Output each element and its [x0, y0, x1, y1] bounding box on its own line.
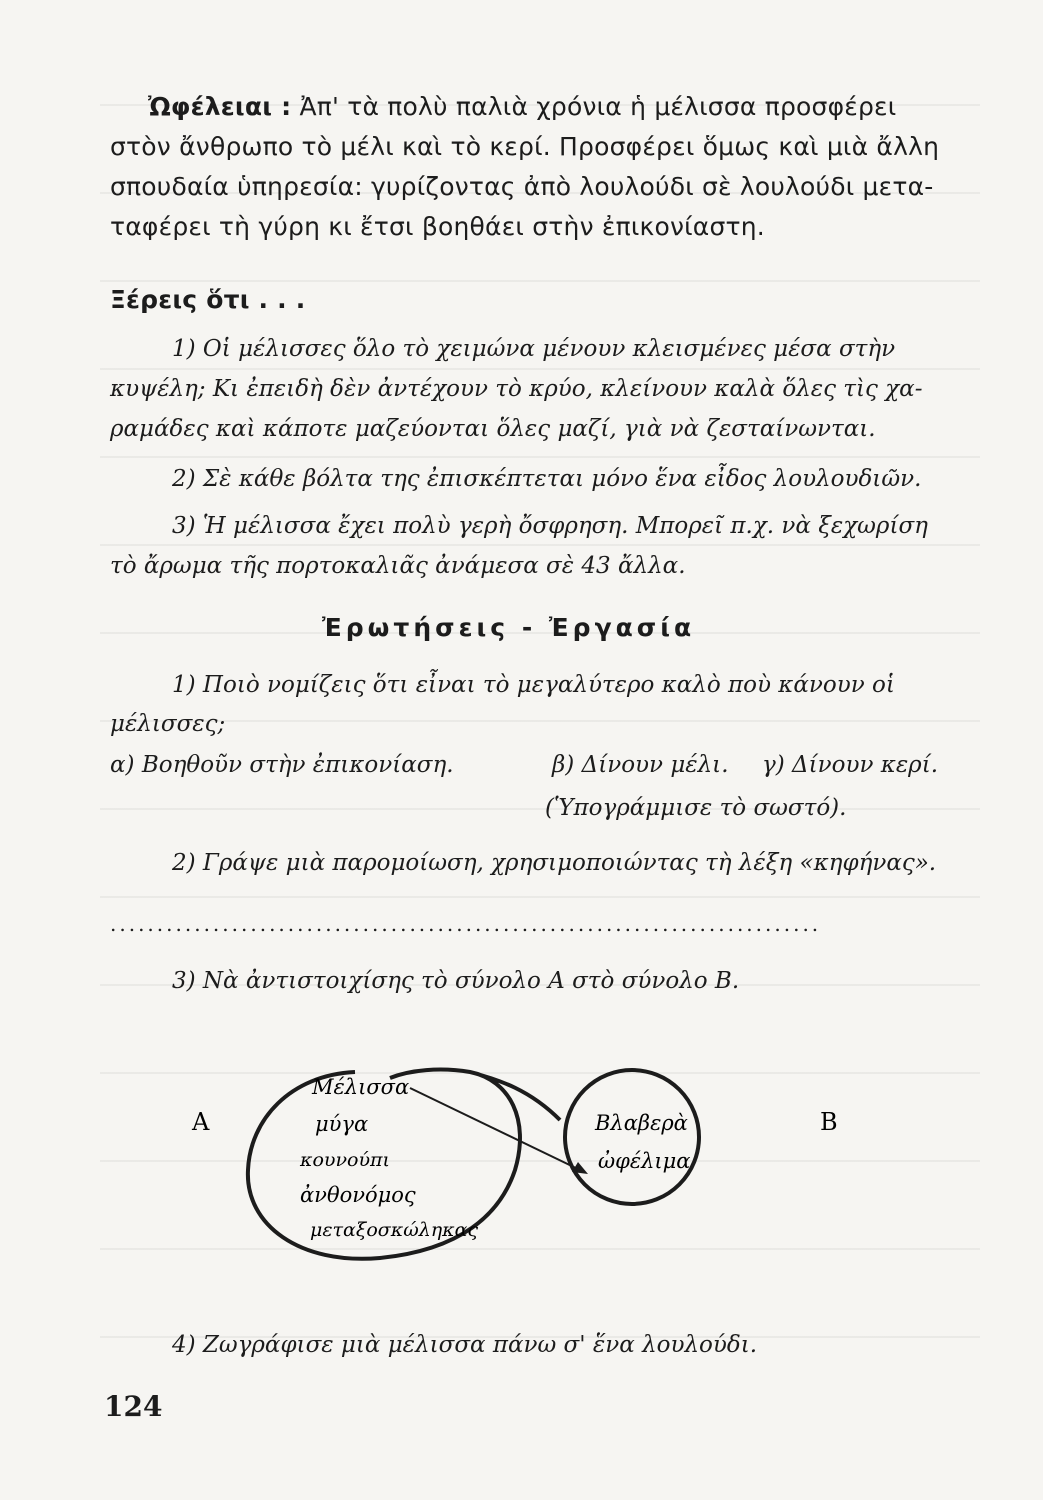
did-you-know-heading: Ξέρεις ὅτι . . .	[110, 285, 306, 314]
benefits-text-1: Ἀπ' τὰ πολὺ παλιὰ χρόνια ἡ μέλισσα προσφέρει	[299, 92, 897, 121]
benefits-line-4: ταφέρει τὴ γύρη κι ἔτσι βοηθάει στὴν ἐπικονίαστη.	[110, 212, 765, 241]
benefits-line-1	[148, 92, 896, 121]
fact-3-line-2: τὸ ἄρωμα τῆς πορτοκαλιᾶς ἀνάμεσα σὲ 43 ἄλλα.	[110, 553, 686, 579]
fact-1-line-2: κυψέλη; Κι ἐπειδὴ δὲν ἀντέχουν τὸ κρύο, κλείνουν καλὰ ὅλες τὶς χα-	[110, 376, 923, 402]
set-b-item-harmful: Βλαβερὰ	[595, 1111, 688, 1135]
question-1-option-a: α) Βοηθοῦν στὴν ἐπικονίαση.	[110, 752, 454, 778]
answer-dotted-line: ............................................................................	[110, 912, 822, 936]
set-a-item-bee: Μέλισσα	[312, 1075, 410, 1099]
fact-3-line-1: 3) Ἡ μέλισσα ἔχει πολὺ γερὴ ὄσφρηση. Μπορεῖ π.χ. νὰ ξεχωρίση	[172, 513, 928, 539]
question-1-line-2: μέλισσες;	[110, 711, 226, 737]
question-3: 3) Νὰ ἀντιστοιχίσης τὸ σύνολο Α στὸ σύνολο Β.	[172, 968, 740, 994]
question-1-line-1: 1) Ποιὸ νομίζεις ὅτι εἶναι τὸ μεγαλύτερο καλὸ ποὺ κάνουν οἱ	[172, 672, 895, 698]
set-b-circle	[565, 1070, 699, 1204]
mapping-arrow	[410, 1088, 580, 1170]
exercises-heading: Ἐρωτήσεις - Ἐργασία	[322, 613, 696, 642]
question-4: 4) Ζωγράφισε μιὰ μέλισσα πάνω σ' ἕνα λουλούδι.	[172, 1332, 758, 1358]
fact-1-line-1: 1) Οἱ μέλισσες ὅλο τὸ χειμώνα μένουν κλεισμένες μέσα στὴν	[172, 336, 896, 362]
set-a-item-mosquito: κουνούπι	[300, 1149, 390, 1171]
benefits-heading: Ὠφέλειαι :	[148, 92, 292, 121]
set-a-label: A	[192, 1108, 210, 1136]
set-a-item-fly: μύγα	[315, 1112, 369, 1136]
question-1-note: (Ὑπογράμμισε τὸ σωστό).	[545, 795, 847, 821]
benefits-line-2: στὸν ἄνθρωπο τὸ μέλι καὶ τὸ κερί. Προσφέρει ὅμως καὶ μιὰ ἄλλη	[110, 132, 940, 161]
set-a-item-silkworm: μεταξοσκώληκας	[310, 1219, 479, 1241]
arrow-head	[572, 1162, 588, 1174]
fact-2: 2) Σὲ κάθε βόλτα της ἐπισκέπτεται μόνο ἕνα εἶδος λουλουδιῶν.	[172, 466, 922, 492]
question-2: 2) Γράψε μιὰ παρομοίωση, χρησιμοποιώντας τὴ λέξη «κηφήνας».	[172, 850, 937, 876]
set-b-item-useful: ὠφέλιμα	[598, 1149, 691, 1173]
page-number: 124	[104, 1390, 163, 1423]
benefits-line-3: σπουδαία ὑπηρεσία: γυρίζοντας ἀπὸ λουλούδι σὲ λουλούδι μετα-	[110, 172, 934, 201]
set-a-item-weevil: ἀνθονόμος	[300, 1183, 416, 1207]
set-b-label: B	[820, 1108, 838, 1136]
fact-1-line-3: ραμάδες καὶ κάποτε μαζεύονται ὅλες μαζί, γιὰ νὰ ζεσταίνωνται.	[110, 416, 876, 442]
question-1-option-c: γ) Δίνουν κερί.	[762, 752, 939, 778]
question-1-option-b: β) Δίνουν μέλι.	[552, 752, 729, 778]
set-mapping-diagram	[170, 1050, 870, 1270]
